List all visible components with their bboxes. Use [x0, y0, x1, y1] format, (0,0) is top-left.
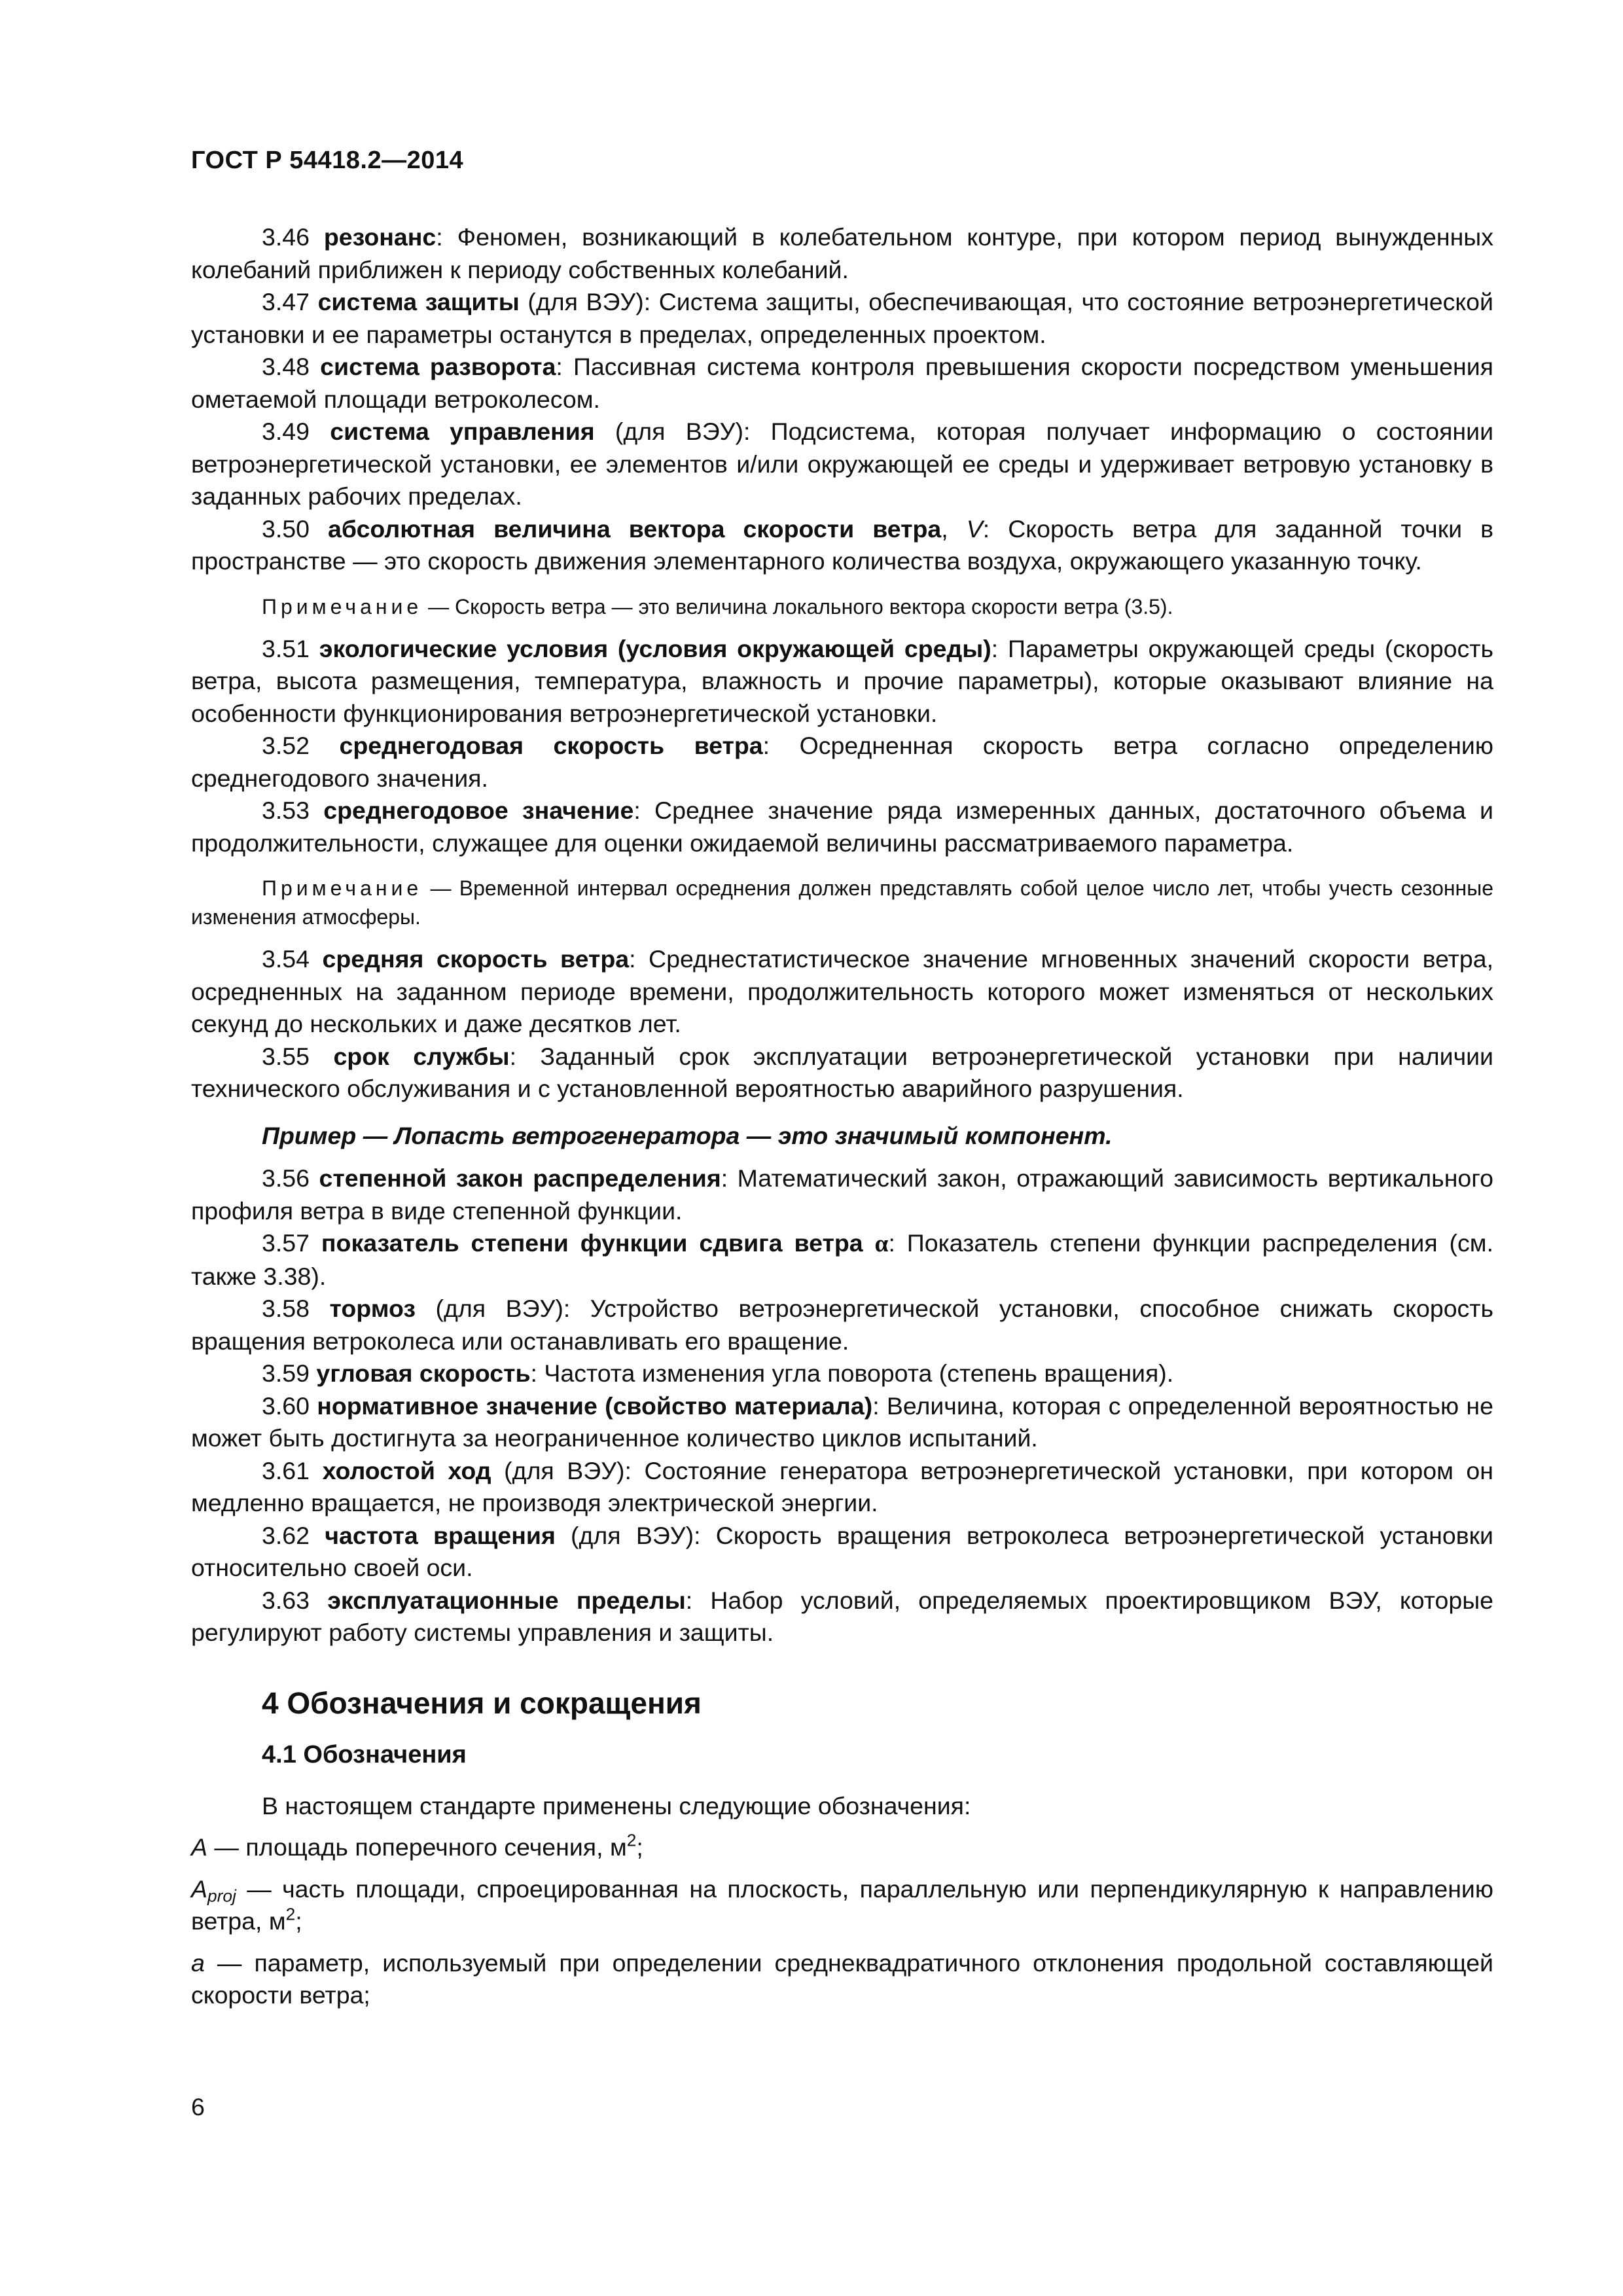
- example: Пример — Лопасть ветрогенератора — это значимый компонент.: [262, 1121, 1113, 1149]
- term: холостой ход: [322, 1456, 491, 1484]
- definition-3-53: 3.53 среднегодовое значение: Среднее значение ряда измеренных данных, достаточного объема и продолжительности, служащее для оценки ожидаемой величины рассматриваемого параметра.: [191, 797, 1494, 857]
- term: показатель степени функции сдвига ветра: [321, 1229, 863, 1257]
- term: абсолютная величина вектора скорости ветра: [328, 514, 942, 543]
- page-number: 6: [191, 2093, 205, 2121]
- definition-3-63: 3.63 эксплуатационные пределы: Набор условий, определяемых проектировщиком ВЭУ, которые регулируют работу системы управления и защиты.: [191, 1586, 1493, 1646]
- term: эксплуатационные пределы: [327, 1586, 686, 1614]
- term: экологические условия (условия окружающей среды): [319, 634, 991, 662]
- definition-3-61: 3.61 холостой ход (для ВЭУ): Состояние генератора ветроэнергетической установки, при котором он медленно вращается, не производя электрической энергии.: [191, 1456, 1493, 1516]
- definition-3-49: 3.49 система управления (для ВЭУ): Подсистема, которая получает информацию о состоянии ветроэнергетической установки, ее элементов и/или окружающей ее среды и удерживает ветровую установку в заданных рабочих пределах.: [191, 418, 1494, 510]
- term: срок службы: [333, 1042, 510, 1070]
- term: частота вращения: [325, 1521, 556, 1549]
- definition-3-51: 3.51 экологические условия (условия окружающей среды): Параметры окружающей среды (скорость ветра, высота размещения, температура, влажность и прочие параметры), которые оказывают влияние на особенности функционирования ветроэнергетической установки.: [191, 634, 1493, 727]
- definition-3-47: 3.47 система защиты (для ВЭУ): Система защиты, обеспечивающая, что состояние ветроэнергетической установки и ее параметры останутся в пределах, определенных проектом.: [191, 288, 1493, 348]
- symbols-intro: В настоящем стандарте применены следующие обозначения:: [262, 1791, 971, 1820]
- section-heading-4: 4 Обозначения и сокращения: [262, 1685, 702, 1720]
- definition-3-60: 3.60 нормативное значение (свойство материала): Величина, которая с определенной вероятностью не может быть достигнута за неограниченное количество циклов испытаний.: [191, 1391, 1493, 1452]
- term: средняя скорость ветра: [322, 945, 630, 973]
- document-body: [191, 221, 1493, 2012]
- note-2: Примечание — Временной интервал осреднения должен представлять собой целое число лет, чтобы учесть сезонные изменения атмосферы.: [191, 876, 1493, 929]
- definition-3-54: 3.54 средняя скорость ветра: Среднестатистическое значение мгновенных значений скорости ветра, осредненных на заданном периоде времени, продолжительность которого может изменяться от нескольких секунд до нескольких и даже десятков лет.: [191, 945, 1493, 1037]
- term: система защиты: [317, 288, 520, 315]
- definition-3-58: 3.58 тормоз (для ВЭУ): Устройство ветроэнергетической установки, способное снижать скорость вращения ветроколеса или останавливать его вращение.: [191, 1295, 1494, 1355]
- definition-3-59: 3.59 угловая скорость: Частота изменения угла поворота (степень вращения).: [262, 1359, 1174, 1387]
- symbol: V: [966, 514, 983, 543]
- definition-3-56: 3.56 степенной закон распределения: Математический закон, отражающий зависимость вертикального профиля ветра в виде степенной функции.: [191, 1164, 1493, 1225]
- symbol: α: [874, 1230, 889, 1257]
- definition-3-50: 3.50 абсолютная величина вектора скорости ветра, V: Скорость ветра для заданной точки в пространстве — это скорость движения элементарного количества воздуха, окружающего указанную точку.: [191, 514, 1494, 575]
- term: система управления: [330, 418, 595, 445]
- subsection-heading-4-1: 4.1 Обозначения: [262, 1741, 467, 1768]
- symbol-A-proj: $A_{proj}$ — часть площади, спроецированная на плоскость, параллельную или перпендикулярную к направлению ветра, $м^2$;: [191, 1874, 1493, 1935]
- term: степенной закон распределения: [319, 1164, 721, 1192]
- definition-3-62: 3.62 частота вращения (для ВЭУ): Скорость вращения ветроколеса ветроэнергетической установки относительно своей оси.: [191, 1521, 1494, 1581]
- definition-3-57: 3.57 показатель степени функции сдвига ветра α: Показатель степени функции распределения (см. также 3.38).: [191, 1229, 1493, 1290]
- definition-3-55: 3.55 срок службы: Заданный срок эксплуатации ветроэнергетической установки при наличии технического обслуживания и с установленной вероятностью аварийного разрушения.: [191, 1042, 1494, 1102]
- document-id: ГОСТ Р 54418.2—2014: [191, 147, 464, 174]
- definition-3-52: 3.52 среднегодовая скорость ветра: Осредненная скорость ветра согласно определению среднегодового значения.: [191, 732, 1493, 792]
- note-1: Примечание — Скорость ветра — это величина локального вектора скорости ветра (3.5).: [262, 594, 1173, 619]
- definition-3-46: 3.46 резонанс: Феномен, возникающий в колебательном контуре, при котором период вынужденных колебаний приближен к периоду собственных колебаний.: [191, 223, 1493, 283]
- term: среднегодовая скорость ветра: [339, 732, 763, 759]
- term: резонанс: [323, 223, 437, 251]
- term: среднегодовое значение: [323, 797, 634, 824]
- symbol-A: A — площадь поперечного сечения, $м^2$;: [191, 1830, 643, 1861]
- term: угловая скорость: [316, 1359, 531, 1387]
- term: система разворота: [320, 353, 556, 380]
- symbol-a: a — параметр, используемый при определении среднеквадратичного отклонения продольной составляющей скорости ветра;: [191, 1948, 1493, 2009]
- term: тормоз: [329, 1295, 416, 1322]
- term: нормативное значение (свойство материала): [317, 1391, 873, 1420]
- definition-3-48: 3.48 система разворота: Пассивная система контроля превышения скорости посредством уменьшения ометаемой площади ветроколесом.: [191, 353, 1493, 413]
